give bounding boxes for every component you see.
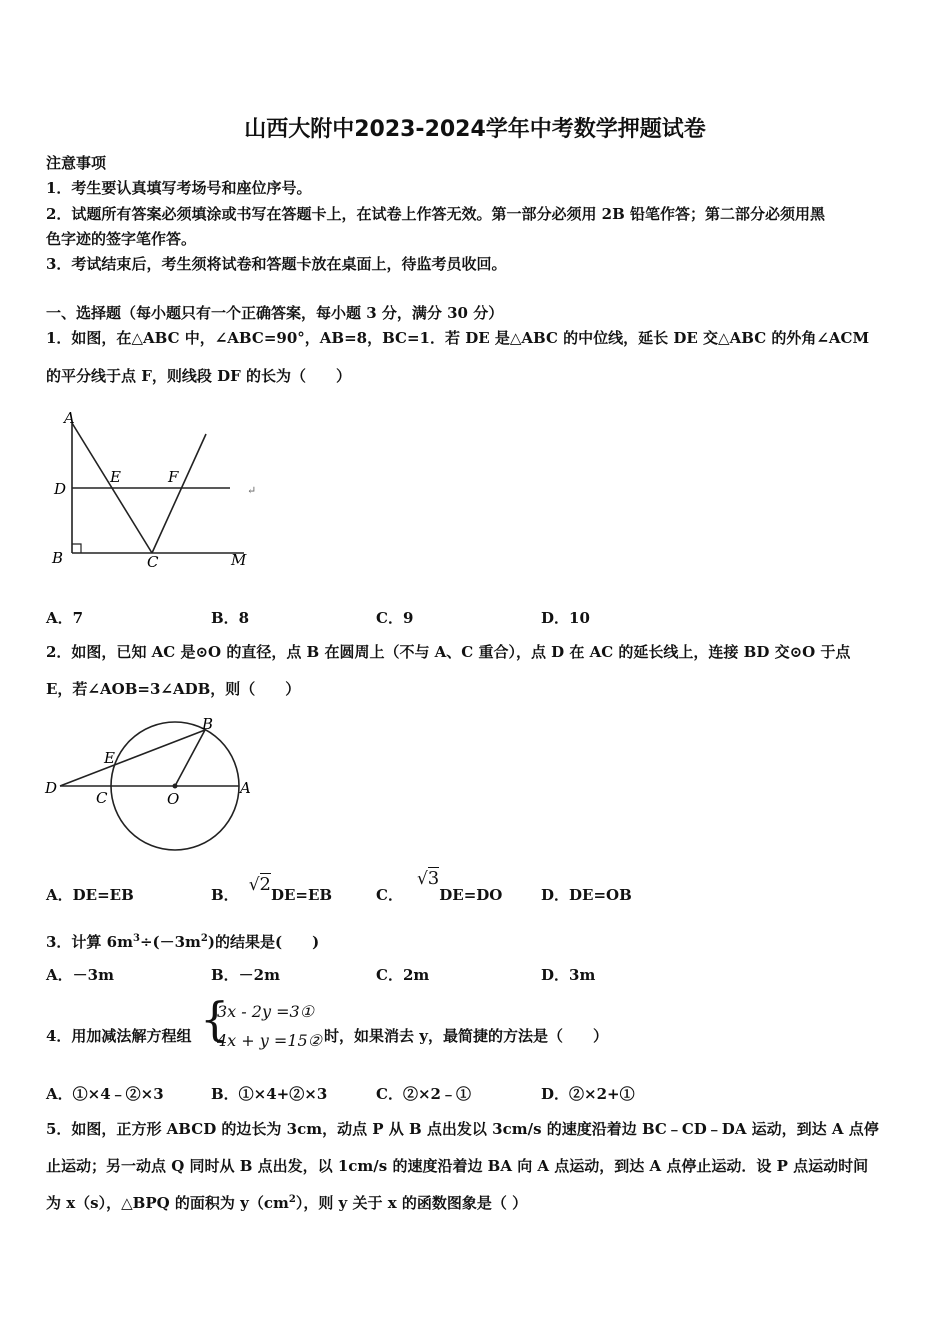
- label-a: A: [64, 409, 75, 427]
- q2-option-d: D．DE=OB: [541, 886, 632, 904]
- q1-option-c: C．9: [376, 609, 414, 627]
- section-heading: 一、选择题（每小题只有一个正确答案，每小题 3 分，满分 30 分）: [46, 304, 504, 322]
- label-b: B: [202, 715, 214, 733]
- label-f: F: [168, 468, 179, 486]
- q3-option-b: B．－2m: [211, 966, 280, 984]
- right-angle-mark: [72, 544, 81, 553]
- q2-stem-line1: 2．如图，已知 AC 是⊙O 的直径，点 B 在圆周上（不与 A、C 重合），点 D 在 AC 的延长线上，连接 BD 交⊙O 于点: [46, 643, 851, 661]
- q1-option-a: A．7: [46, 609, 84, 627]
- sqrt-2: √2: [248, 874, 271, 895]
- q4-option-c: C．②×2﹣①: [376, 1085, 471, 1103]
- segment-ob: [175, 730, 205, 786]
- label-e: E: [104, 749, 115, 767]
- q5-stem-line1: 5．如图，正方形 ABCD 的边长为 3cm，动点 P 从 B 点出发以 3cm/s 的速度沿着边 BC﹣CD﹣DA 运动，到达 A 点停: [46, 1120, 879, 1138]
- return-mark: ↵: [247, 484, 257, 497]
- q2-stem-line2: E，若∠AOB=3∠ADB，则（ ）: [46, 680, 301, 698]
- system-brace: {: [200, 992, 230, 1046]
- label-b: B: [52, 549, 64, 567]
- label-o: O: [167, 790, 180, 808]
- q4-suffix: 时，如果消去 y，最简捷的方法是（ ）: [324, 1027, 608, 1045]
- center-dot: [173, 784, 178, 789]
- q1-stem-line2: 的平分线于点 F，则线段 DF 的长为（ ）: [46, 367, 351, 385]
- label-c: C: [96, 789, 108, 807]
- q3-option-a: A．－3m: [46, 966, 114, 984]
- q2-option-b: B． √2DE=EB: [211, 874, 333, 904]
- q2-figure: [44, 712, 254, 852]
- q4-eq2: 4x + y =15②: [217, 1031, 323, 1050]
- q5-stem-line3: 为 x（s），△BPQ 的面积为 $y(cm^2)$，则 y 关于 x 的函数图象是（ ）: [46, 1194, 528, 1212]
- q4-option-b: B．①×4+②×3: [211, 1085, 328, 1103]
- q2-option-a: A．DE=EB: [46, 886, 134, 904]
- label-d: D: [45, 779, 58, 797]
- q4-prefix: 4．用加减法解方程组: [46, 1027, 192, 1045]
- q1-stem-line1: 1．如图，在△ABC 中，∠ABC=90°，AB=8，BC=1．若 DE 是△ABC 的中位线，延长 DE 交△ABC 的外角∠ACM: [46, 329, 870, 347]
- q3-option-d: D．3m: [541, 966, 596, 984]
- ray-cf: [152, 434, 206, 553]
- q4-option-a: A．①×4﹣②×3: [46, 1085, 164, 1103]
- label-d: D: [54, 480, 67, 498]
- notice-heading: 注意事项: [46, 154, 107, 172]
- q1-option-b: B．8: [211, 609, 250, 627]
- q1-option-d: D．10: [541, 609, 590, 627]
- q3-stem: 3．计算 $6m^3\div(-3m^2)$的结果是( ): [46, 933, 320, 951]
- q5-stem-line2: 止运动；另一动点 Q 同时从 B 点出发，以 1cm/s 的速度沿着边 BA 向 A 点运动，到达 A 点停止运动．设 P 点运动时间: [46, 1157, 869, 1175]
- q3-option-c: C．2m: [376, 966, 430, 984]
- label-c: C: [147, 553, 159, 571]
- label-a: A: [240, 779, 251, 797]
- notice-item: 2．试题所有答案必须填涂或书写在答题卡上，在试卷上作答无效。第一部分必须用 2B 铅笔作答；第二部分必须用黑: [46, 205, 826, 223]
- notice-item: 3．考试结束后，考生须将试卷和答题卡放在桌面上，待监考员收回。: [46, 255, 507, 273]
- notice-item: 1．考生要认真填写考场号和座位序号。: [46, 179, 312, 197]
- sqrt-3: √3: [416, 868, 440, 889]
- label-e: E: [110, 468, 121, 486]
- q4-eq1: 3x - 2y =3①: [217, 1002, 315, 1021]
- page-title: 山西大附中2023-2024学年中考数学押题试卷: [244, 117, 706, 142]
- notice-item: 色字迹的签字笔作答。: [46, 230, 197, 248]
- q4-option-d: D．②×2+①: [541, 1085, 635, 1103]
- q2-option-c: C．√3DE=DO: [376, 868, 503, 904]
- q1-figure: [44, 408, 264, 578]
- label-m: M: [231, 551, 247, 569]
